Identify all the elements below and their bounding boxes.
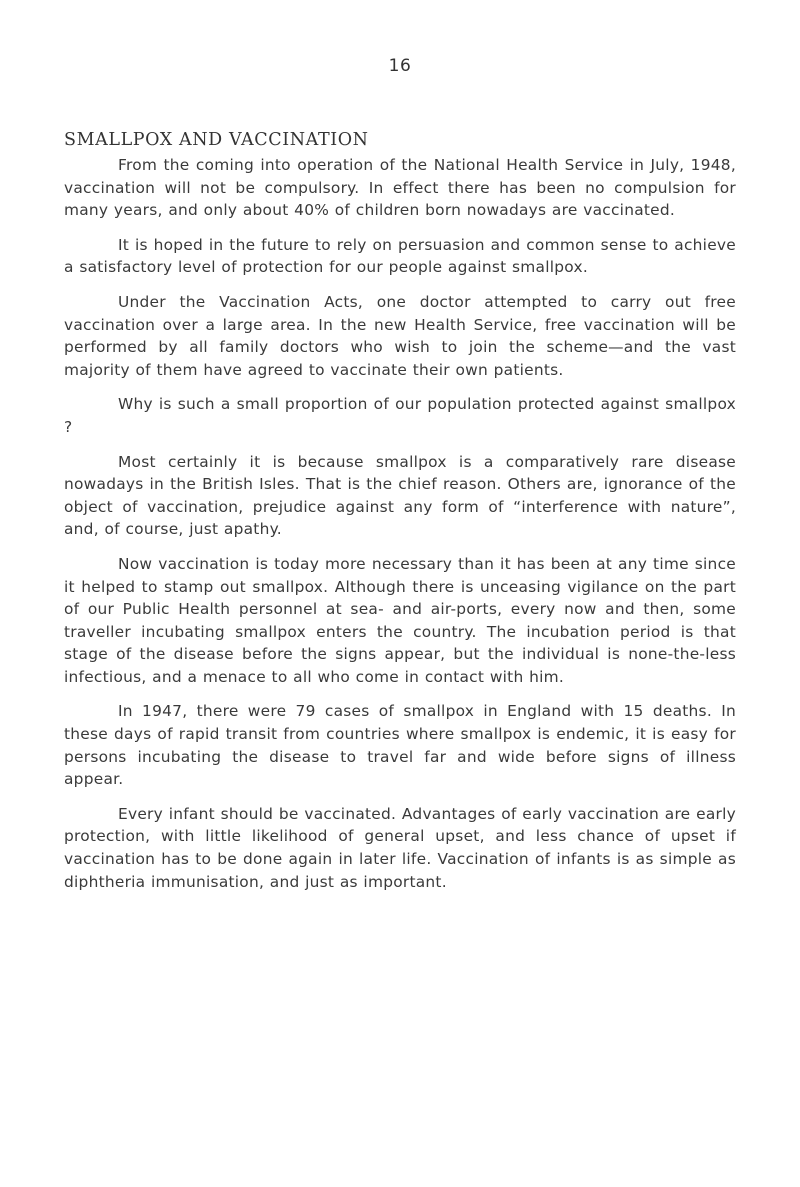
paragraph-6: Now vaccination is today more necessary than it has been at any time since it helped to stamp out smallpox. Although there is unceasing vigilance on the part of our Public Health personnel at sea- and air-ports, every now and then, some traveller incubating smallpox enters the country. The incubation period is that stage of the disease before the signs appear, but the individual is none-the-less infectious, and a menace to all who come in contact with him. — [64, 554, 736, 686]
paragraph-2: It is hoped in the future to rely on persuasion and common sense to achieve a satisfactory level of protection for our people against smallpox. — [64, 235, 736, 277]
paragraph-7: In 1947, there were 79 cases of smallpox in England with 15 deaths. In these days of rapid transit from countries where smallpox is endemic, it is easy for persons incubating the disease to travel far and wide before signs of illness appear. — [64, 702, 736, 789]
section-heading: SMALLPOX AND VACCINATION — [64, 130, 369, 150]
paragraph-3: Under the Vaccination Acts, one doctor attempted to carry out free vaccination over a large area. In the new Health Service, free vaccination will be performed by all family doctors who wish to join the scheme—and the vast majority of them have agreed to vaccinate their own patients. — [64, 292, 736, 379]
page-number: 16 — [388, 56, 412, 76]
document-body — [64, 130, 736, 905]
paragraph-1: From the coming into operation of the National Health Service in July, 1948, vaccination will not be compulsory. In effect there has been no compulsion for many years, and only about 40% of children born nowadays are vaccinated. — [64, 156, 736, 220]
paragraph-5: Most certainly it is because smallpox is a comparatively rare disease nowadays in the British Isles. That is the chief reason. Others are, ignorance of the object of vaccination, prejudice against any form of “interference with nature”, and, of course, just apathy. — [64, 452, 736, 539]
paragraph-4: Why is such a small proportion of our population protected against smallpox ? — [64, 395, 736, 436]
paragraph-8: Every infant should be vaccinated. Advantages of early vaccination are early protection, with little likelihood of general upset, and less chance of upset if vaccination has to be done again in later life. Vaccination of infants is as simple as diphtheria immunisation, and just as important. — [64, 804, 736, 891]
